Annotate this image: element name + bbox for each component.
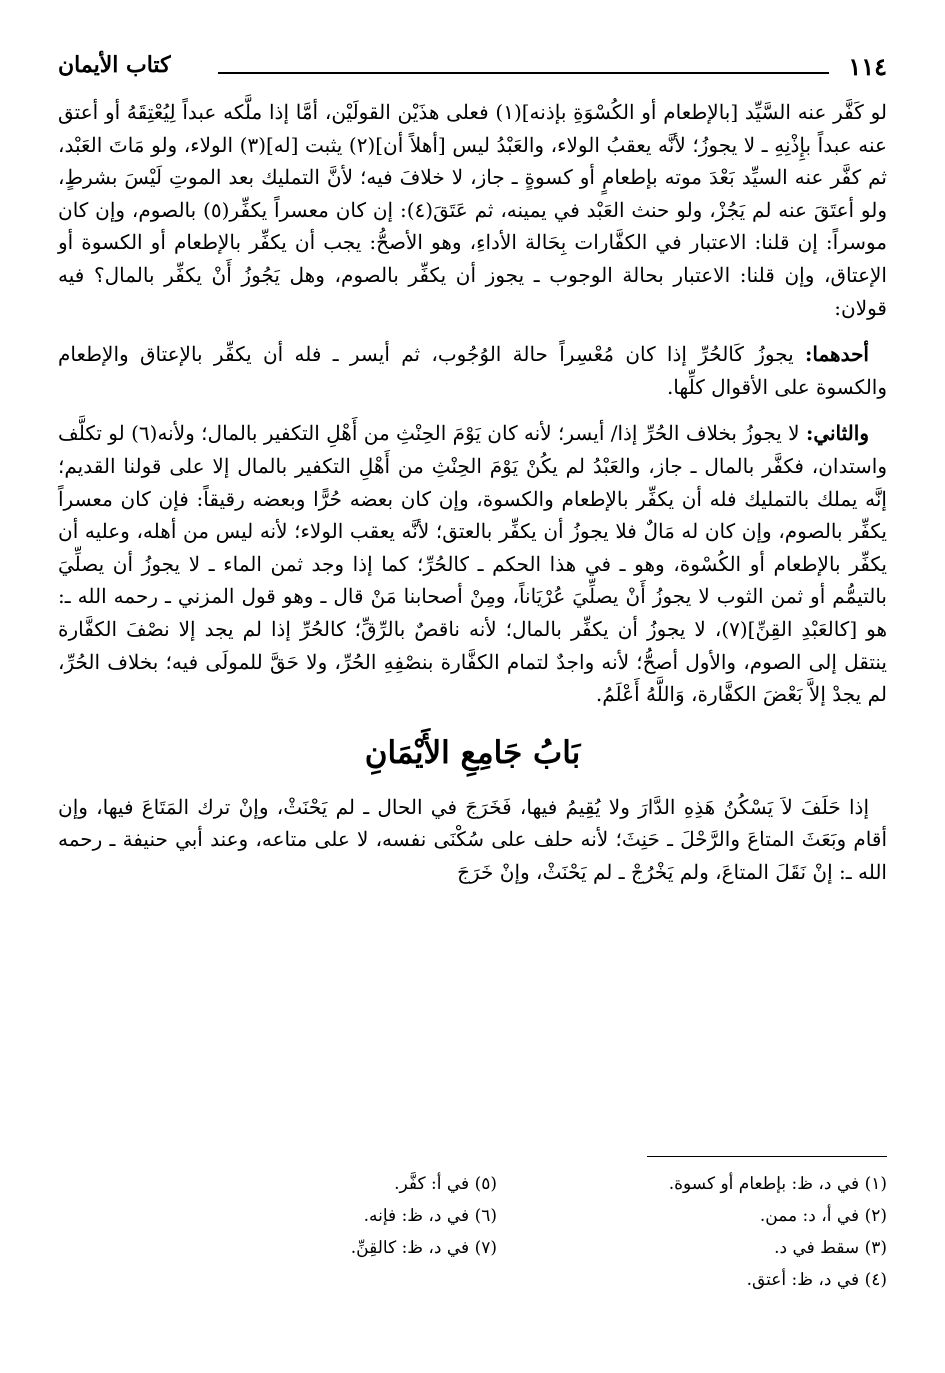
paragraph-2-text: يجوزُ كَالحُرِّ إذا كان مُعْسِراً حالة الوُجُوب، ثم أيسر ـ فله أن يكفِّر بالإعتاق والإطعام والكسوة على الأقوال كلِّها. (58, 342, 887, 399)
page-number: ١١٤ (848, 52, 887, 81)
footnote: (٣) سقط في د. (774, 1238, 887, 1258)
footnote: (١) في د، ظ: بإطعام أو كسوة. (668, 1174, 887, 1194)
footnote-rule (647, 1156, 887, 1157)
paragraph-3 (58, 417, 887, 710)
running-title: كتاب الأيمان (58, 52, 171, 78)
footnote: (٥) في أ: كفَّر. (394, 1174, 497, 1194)
page-header (58, 50, 887, 86)
footnotes-left-column (117, 1168, 497, 1264)
paragraph-3-lead: والثاني: (805, 421, 869, 446)
paragraph-1: لو كَفَّر عنه السَّيِّد [بالإطعام أو الكُسْوَةِ بإذنه](١) فعلى هذَيْن القولَيْن، أمَّا إذا ملَّكه عبداً لِيُعْتِقَهُ أو أعتق عنه عبداً بإِذْنِهِ ـ لا يجوزُ؛ لأنَّه يعقبُ الولاء، والعَبْدُ ليس [أهلاً أن](٢) يثبت [له](٣) الولاء، ولو مَاتَ العَبْد، ثم كفَّر عنه السيِّد بَعْدَ موته بإطعامٍ أو كسوةٍ ـ جاز، لا خلافَ فيه؛ لأنَّ التمليك بعد الموتِ لَيْسَ بشرطٍ، ولو أعتَقَ عنه لم يَجُزْ، ولو حنث العَبْد في يمينه، ثم عَتَقَ(٤): إن كان معسراً يكفِّر(٥) بالصوم، وإن كان موسراً: إن قلنا: الاعتبار في الكفَّارات بِحَالة الأداءِ، وهو الأصحُّ: يجب أن يكفِّر بالإطعام أو الكسوة أو الإعتاق، وإن قلنا: الاعتبار بحالة الوجوب ـ يجوز أن يكفِّر بالصوم، وهل يَجُوزُ أَنْ يكفِّر بالمال؟ فيه قولان: (58, 100, 888, 320)
paragraph-2-lead: أحدهما: (804, 342, 869, 367)
footnote: (٢) في أ، د: ممن. (759, 1206, 887, 1226)
main-text (58, 96, 887, 888)
paragraph-3-text: لا يجوزُ بخلاف الحُرِّ إذا/ أيسر؛ لأنه كان يَوْمَ الحِنْثِ من أَهْلِ التكفير بالمال؛ ولأنه(٦) لو تكلَّف واستدان، فكفَّر بالمال ـ جاز، والعَبْدُ لم يكُنْ يَوْمَ الحِنْثِ من أَهْلِ التكفير بالمال إلا على قولنا القديم؛ إنَّه يملك بالتمليك فله أن يكفِّر بالإطعام والكسوة، وإن كان بعضه حُرًّا وبعضه رقيقاً: فإن كان معسراً يكفِّر بالصوم، وإن كان له مَالٌ فلا يجوزُ أن يكفِّر بالعتق؛ لأنَّه يعقب الولاء؛ لأنه ليس من أهله، وعليه أن يكفِّر بالإطعام أو الكُسْوة، وهو ـ في هذا الحكم ـ كالحُرِّ؛ كما إذا وجد ثمن الماء ـ لا يجوزُ أن يصلِّيَ بالتيمُّم أو ثمن الثوب لا يجوزُ أَنْ يصلِّيَ عُرْيَاناً، ومِنْ أصحابنا مَنْ قال ـ وهو قول المزني ـ رحمه الله ـ: هو [كالعَبْدِ القِنِّ](٧)، لا يجوزُ أن يكفِّر بالمال؛ لأنه ناقصٌ بالرِّقِّ؛ كالحُرِّ إذا لم يجد إلا نصْفَ الكفَّارة ينتقل إلى الصوم، والأول أصحُّ؛ لأنه واجدٌ لتمام الكفَّارة بنصْفِهِ الحُرِّ، ولا حَقَّ للمولَى فيه؛ بخلاف الحُرِّ، لم يجدْ إلاَّ بَعْضَ الكفَّارة، وَاللَّهُ أَعْلَمُ. (58, 421, 887, 707)
footnote: (٦) في د، ظ: فإنه. (363, 1206, 497, 1226)
footnotes-right-column (507, 1168, 887, 1296)
footnote: (٤) في د، ظ: أعتق. (746, 1270, 887, 1290)
header-rule (218, 72, 829, 74)
footnote: (٧) في د، ظ: كالقِنِّ. (350, 1238, 497, 1258)
paragraph-4: إذا حَلَفَ لاَ يَسْكُنُ هَذِهِ الدَّارَ ولا يُقِيمُ فيها، فَخَرَجَ في الحال ـ لم يَحْنَثْ، وإنْ ترك المَتَاعَ فيها، وإن أقام وبَعَثَ المتاعَ والرَّحْلَ ـ حَنِثَ؛ لأنه حلف على سُكْنَى نفسه، لا على متاعه، وعند أبي حنيفة ـ رحمه الله ـ: إنْ نَقَلَ المتاعَ، ولم يَخْرُجْ ـ لم يَحْنَثْ، وإنْ خَرَجَ (58, 794, 887, 884)
chapter-heading: بَابُ جَامِعِ الأَيْمَانِ (364, 734, 581, 771)
paragraph-2 (58, 338, 887, 403)
